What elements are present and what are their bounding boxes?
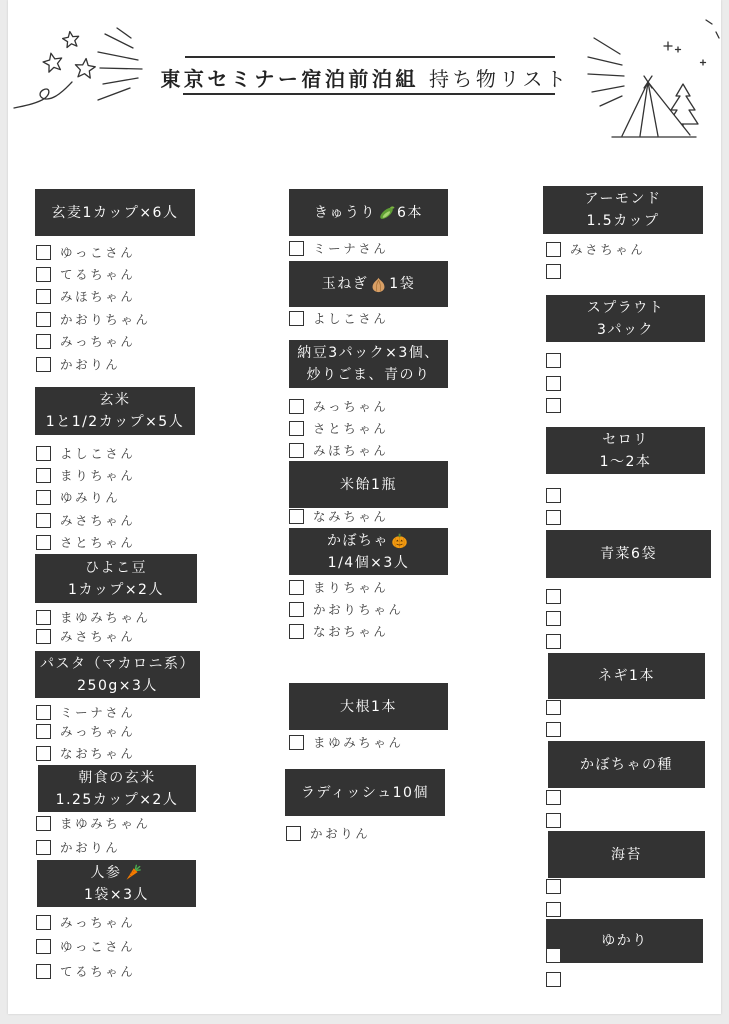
item-quantity: 1袋 bbox=[389, 276, 416, 292]
checkbox[interactable] bbox=[546, 353, 561, 368]
item-label: 大根1本 bbox=[340, 698, 397, 715]
checklist-row-blank[interactable] bbox=[546, 397, 561, 413]
checklist-row-blank[interactable] bbox=[546, 947, 561, 963]
checkbox[interactable] bbox=[546, 634, 561, 649]
member-name: かおりん bbox=[310, 826, 371, 841]
member-name: なおちゃん bbox=[313, 624, 389, 639]
item-name: ひよこ豆 bbox=[85, 559, 147, 576]
member-name: なおちゃん bbox=[60, 746, 136, 761]
member-name: よしこさん bbox=[60, 446, 136, 461]
checklist-row[interactable] bbox=[36, 467, 136, 483]
pumpkin-icon bbox=[391, 532, 408, 549]
checkbox[interactable] bbox=[36, 289, 51, 304]
title-rule-top bbox=[185, 56, 555, 58]
page-title bbox=[140, 62, 590, 92]
item-header-pumpkin-seeds bbox=[548, 741, 705, 788]
item-quantity: 1/4個×3人 bbox=[327, 554, 410, 571]
item-header-cucumber bbox=[289, 189, 448, 236]
item-label: かぼちゃの種 bbox=[580, 756, 673, 773]
item-header-celery bbox=[546, 427, 705, 474]
item-header-onion bbox=[289, 261, 448, 307]
item-header-yukari bbox=[546, 919, 703, 963]
checklist-row[interactable] bbox=[289, 398, 389, 414]
item-header-negi bbox=[548, 653, 705, 699]
member-name: かおりん bbox=[60, 357, 121, 372]
checklist-row[interactable] bbox=[36, 288, 136, 304]
member-name: てるちゃん bbox=[60, 964, 136, 979]
member-name: かおりん bbox=[60, 840, 121, 855]
checkbox[interactable] bbox=[546, 790, 561, 805]
checklist-row[interactable] bbox=[36, 534, 136, 550]
checkbox[interactable] bbox=[36, 490, 51, 505]
checklist-row-blank[interactable] bbox=[546, 352, 561, 368]
item-header-kabocha bbox=[289, 528, 448, 575]
checklist-row[interactable] bbox=[36, 745, 136, 761]
item-header-carrot bbox=[37, 860, 196, 907]
member-name: さとちゃん bbox=[60, 535, 136, 550]
checkbox[interactable] bbox=[36, 334, 51, 349]
item-quantity: 1袋×3人 bbox=[83, 886, 150, 903]
checkbox[interactable] bbox=[546, 611, 561, 626]
checkbox[interactable] bbox=[36, 535, 51, 550]
item-label: 海苔 bbox=[611, 846, 642, 863]
item-label: ネギ1本 bbox=[598, 668, 655, 684]
member-name: まゆみちゃん bbox=[313, 735, 404, 750]
checklist-row[interactable] bbox=[289, 601, 404, 617]
checkbox[interactable] bbox=[286, 826, 301, 841]
item-name: アーモンド bbox=[584, 191, 662, 207]
onion-icon bbox=[370, 276, 387, 293]
item-quantity: 3パック bbox=[597, 321, 654, 338]
checklist-row-blank[interactable] bbox=[546, 633, 561, 649]
member-name: みほちゃん bbox=[313, 443, 389, 458]
member-name: ゆみりん bbox=[60, 490, 121, 505]
item-name-with-icon bbox=[327, 530, 410, 552]
item-name-with-icon bbox=[314, 202, 423, 224]
member-name: かおりちゃん bbox=[313, 602, 404, 617]
item-header-almond bbox=[543, 186, 703, 234]
checklist-row[interactable] bbox=[36, 723, 136, 739]
checklist-row[interactable] bbox=[289, 240, 389, 256]
checklist-row-blank[interactable] bbox=[546, 263, 561, 279]
member-name: ゆっこさん bbox=[60, 939, 136, 954]
checklist-row[interactable] bbox=[289, 442, 389, 458]
checkbox[interactable] bbox=[546, 264, 561, 279]
camping-tent-icon bbox=[582, 14, 722, 144]
checklist-row[interactable] bbox=[289, 579, 389, 595]
checklist-row[interactable] bbox=[36, 356, 120, 372]
item-header-brown-wheat bbox=[35, 189, 195, 236]
checkbox[interactable] bbox=[546, 510, 561, 525]
item-name: スプラウト bbox=[586, 299, 665, 316]
title-main: 東京セミナー宿泊前泊組 bbox=[160, 66, 419, 91]
checkbox[interactable] bbox=[546, 376, 561, 391]
item-name: 朝食の玄米 bbox=[78, 769, 156, 786]
checklist-row-blank[interactable] bbox=[546, 789, 561, 805]
checklist-row-blank[interactable] bbox=[546, 509, 561, 525]
checkbox[interactable] bbox=[36, 312, 51, 327]
checkbox[interactable] bbox=[36, 816, 51, 831]
checklist-row[interactable] bbox=[36, 333, 136, 349]
item-name: 納豆3パック×3個、 bbox=[297, 345, 440, 361]
checklist-row[interactable] bbox=[36, 704, 136, 720]
checklist-row[interactable] bbox=[36, 914, 136, 930]
member-name: さとちゃん bbox=[313, 421, 389, 436]
checklist-row[interactable] bbox=[36, 244, 135, 260]
checklist-row[interactable] bbox=[36, 489, 120, 505]
checklist-row[interactable] bbox=[36, 815, 151, 831]
member-name: ゆっこさん bbox=[60, 245, 136, 260]
member-name: みっちゃん bbox=[60, 334, 136, 349]
item-label: ゆかり bbox=[601, 933, 648, 949]
checkbox[interactable] bbox=[36, 513, 51, 528]
checklist-row[interactable] bbox=[289, 508, 389, 524]
item-name: 玉ねぎ bbox=[321, 276, 369, 292]
checkbox[interactable] bbox=[36, 468, 51, 483]
item-header-brown-rice bbox=[35, 387, 195, 435]
item-name: かぼちゃ bbox=[327, 532, 389, 549]
checkbox[interactable] bbox=[289, 509, 304, 524]
checklist-row[interactable] bbox=[546, 241, 646, 257]
checklist-row-blank[interactable] bbox=[546, 610, 561, 626]
checklist-row-blank[interactable] bbox=[546, 588, 561, 604]
item-header-rice-syrup bbox=[289, 461, 448, 508]
item-header-daikon bbox=[289, 683, 448, 730]
item-quantity: 1と1/2カップ×5人 bbox=[45, 414, 185, 430]
checkbox[interactable] bbox=[36, 840, 51, 855]
checkbox[interactable] bbox=[546, 972, 561, 987]
checklist-row-blank[interactable] bbox=[546, 375, 561, 391]
checkbox[interactable] bbox=[546, 488, 561, 503]
item-header-nori bbox=[548, 831, 705, 878]
checklist-row[interactable] bbox=[289, 623, 389, 639]
item-header-breakfast-brown-rice bbox=[38, 765, 196, 812]
checklist-row-blank[interactable] bbox=[546, 812, 561, 828]
item-name: きゅうり bbox=[314, 204, 377, 221]
item-quantity: 1.25カップ×2人 bbox=[55, 791, 179, 808]
item-name-with-icon bbox=[91, 862, 143, 884]
checklist-row[interactable] bbox=[36, 512, 136, 528]
member-name: みさちゃん bbox=[570, 242, 646, 257]
cucumber-icon bbox=[378, 204, 395, 221]
checklist-row[interactable] bbox=[36, 609, 151, 625]
item-label: 玄麦1カップ×6人 bbox=[51, 204, 179, 221]
item-quantity: 250g×3人 bbox=[77, 677, 158, 694]
member-name: てるちゃん bbox=[60, 267, 136, 282]
item-header-radish bbox=[285, 769, 445, 816]
member-name: まりちゃん bbox=[60, 468, 136, 483]
member-name: まゆみちゃん bbox=[60, 610, 151, 625]
item-name: 玄米 bbox=[99, 392, 131, 408]
member-name: みっちゃん bbox=[313, 399, 389, 414]
checkbox[interactable] bbox=[289, 241, 304, 256]
checklist-row[interactable] bbox=[286, 825, 370, 841]
member-name: みさちゃん bbox=[60, 629, 136, 644]
item-label: 米飴1瓶 bbox=[340, 476, 397, 493]
item-label: 青菜6袋 bbox=[600, 546, 657, 562]
item-header-leafy-greens bbox=[546, 530, 711, 578]
checkbox[interactable] bbox=[36, 267, 51, 282]
checklist-row[interactable] bbox=[36, 963, 136, 979]
title-sub: 持ち物リスト bbox=[428, 66, 570, 91]
checkbox[interactable] bbox=[36, 705, 51, 720]
checkbox[interactable] bbox=[546, 700, 561, 715]
checkbox[interactable] bbox=[289, 311, 304, 326]
checklist-row[interactable] bbox=[36, 628, 136, 644]
checkbox[interactable] bbox=[36, 939, 51, 954]
checkbox[interactable] bbox=[289, 624, 304, 639]
item-header-natto-sesame-aonori bbox=[289, 340, 448, 388]
sparkle-stars-icon bbox=[12, 22, 152, 122]
member-name: まゆみちゃん bbox=[60, 816, 151, 831]
checkbox[interactable] bbox=[546, 902, 561, 917]
checkbox[interactable] bbox=[36, 245, 51, 260]
checklist-row[interactable] bbox=[36, 311, 151, 327]
checkbox[interactable] bbox=[36, 964, 51, 979]
checkbox[interactable] bbox=[546, 813, 561, 828]
checkbox[interactable] bbox=[546, 948, 561, 963]
checklist-row[interactable] bbox=[289, 420, 389, 436]
checkbox[interactable] bbox=[36, 746, 51, 761]
checkbox[interactable] bbox=[546, 589, 561, 604]
checklist-row[interactable] bbox=[36, 445, 136, 461]
member-name: ミーナさん bbox=[60, 705, 136, 720]
member-name: みほちゃん bbox=[60, 289, 136, 304]
item-name: パスタ（マカロニ系） bbox=[40, 655, 195, 672]
checklist-row-blank[interactable] bbox=[546, 878, 561, 894]
item-name: 人参 bbox=[90, 864, 122, 881]
checklist-row-blank[interactable] bbox=[546, 487, 561, 503]
checkbox[interactable] bbox=[289, 421, 304, 436]
checkbox[interactable] bbox=[546, 398, 561, 413]
checkbox[interactable] bbox=[289, 735, 304, 750]
checklist-row[interactable] bbox=[289, 734, 404, 750]
item-name-continued: 炒りごま、青のり bbox=[306, 367, 431, 383]
checklist-row[interactable] bbox=[36, 839, 120, 855]
checkbox[interactable] bbox=[36, 915, 51, 930]
checklist-row-blank[interactable] bbox=[546, 971, 561, 987]
member-name: みっちゃん bbox=[60, 915, 136, 930]
item-name-with-icon bbox=[322, 273, 415, 295]
checkbox[interactable] bbox=[546, 879, 561, 894]
item-header-pasta bbox=[35, 651, 200, 698]
checkbox[interactable] bbox=[36, 610, 51, 625]
member-name: かおりちゃん bbox=[60, 312, 151, 327]
checkbox[interactable] bbox=[36, 446, 51, 461]
item-quantity: 1カップ×2人 bbox=[68, 581, 164, 598]
member-name: よしこさん bbox=[313, 311, 389, 326]
checkbox[interactable] bbox=[36, 357, 51, 372]
item-quantity: 1〜2本 bbox=[599, 453, 652, 470]
item-header-sprouts bbox=[546, 295, 705, 342]
checkbox[interactable] bbox=[289, 580, 304, 595]
checklist-row[interactable] bbox=[36, 266, 136, 282]
checklist-row-blank[interactable] bbox=[546, 699, 561, 715]
item-quantity: 1.5カップ bbox=[586, 213, 660, 229]
checkbox[interactable] bbox=[289, 443, 304, 458]
item-quantity: 6本 bbox=[397, 204, 423, 221]
member-name: なみちゃん bbox=[313, 509, 389, 524]
item-label: ラディッシュ10個 bbox=[301, 784, 429, 801]
checkbox[interactable] bbox=[546, 722, 561, 737]
checkbox[interactable] bbox=[289, 399, 304, 414]
title-rule-bottom bbox=[183, 93, 555, 95]
item-header-chickpeas bbox=[35, 554, 197, 603]
checklist-row[interactable] bbox=[36, 938, 135, 954]
checklist-row[interactable] bbox=[289, 310, 389, 326]
checkbox[interactable] bbox=[36, 724, 51, 739]
checkbox[interactable] bbox=[36, 629, 51, 644]
checklist-row-blank[interactable] bbox=[546, 901, 561, 917]
member-name: ミーナさん bbox=[313, 241, 389, 256]
member-name: まりちゃん bbox=[313, 580, 389, 595]
member-name: みさちゃん bbox=[60, 513, 136, 528]
member-name: みっちゃん bbox=[60, 724, 136, 739]
carrot-icon bbox=[124, 864, 141, 881]
checkbox[interactable] bbox=[289, 602, 304, 617]
item-name: セロリ bbox=[602, 431, 649, 448]
checkbox[interactable] bbox=[546, 242, 561, 257]
checklist-row-blank[interactable] bbox=[546, 721, 561, 737]
